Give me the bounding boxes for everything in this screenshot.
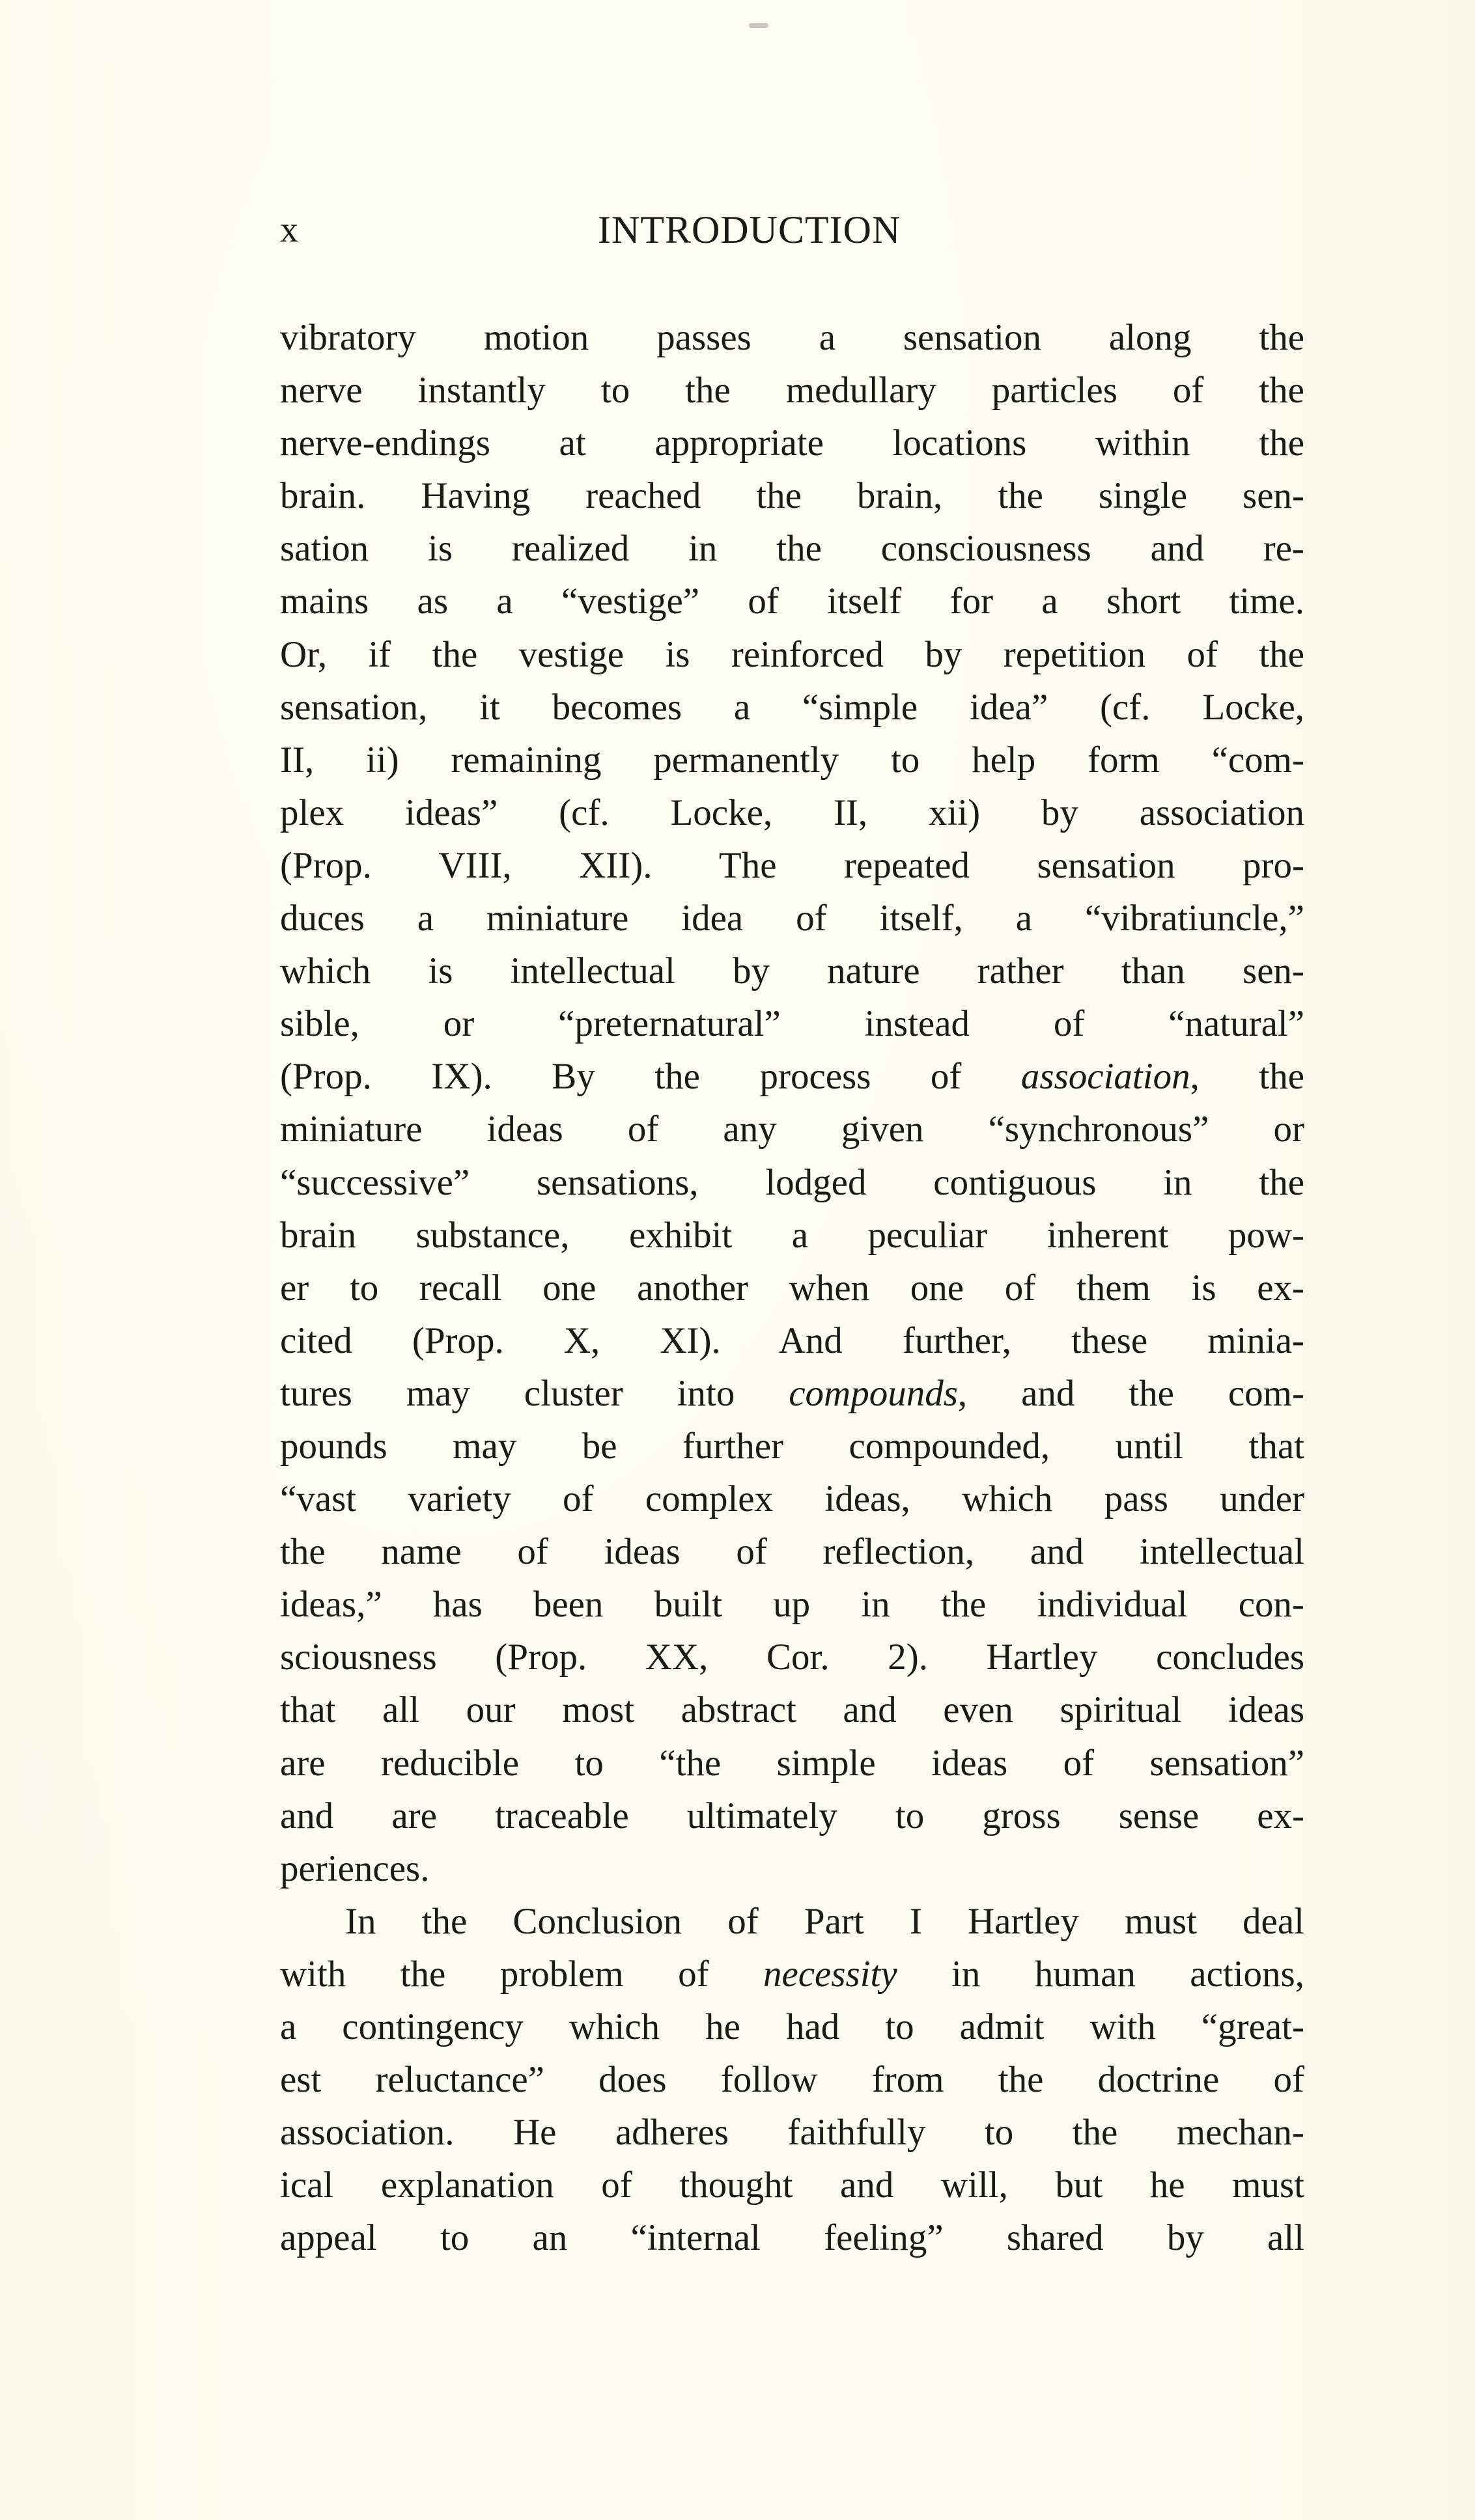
text-line — [280, 469, 1304, 522]
text-line — [280, 1209, 1304, 1262]
text-segment: brain. Having reached the brain, the single sen- — [280, 475, 1304, 517]
text-line — [280, 2211, 1304, 2264]
text-line — [280, 2053, 1304, 2106]
text-line — [280, 1790, 1304, 1842]
text-line — [280, 1578, 1304, 1631]
text-line — [280, 945, 1304, 997]
text-segment: ideas,” has been built up in the individual con- — [280, 1584, 1304, 1626]
text-segment: association. He adheres faithfully to the mechan- — [280, 2112, 1304, 2153]
text-segment: a contingency which he had to admit with “great- — [280, 2006, 1304, 2047]
text-line — [280, 997, 1304, 1050]
text-line — [280, 311, 1304, 364]
text-segment: Or, if the vestige is reinforced by repetition of the — [280, 633, 1304, 675]
text-line — [280, 522, 1304, 575]
italic-term: compounds — [789, 1372, 958, 1414]
text-segment: “vast variety of complex ideas, which pass under — [280, 1478, 1304, 1520]
text-line — [280, 1420, 1304, 1473]
text-segment: “successive” sensations, lodged contiguous in the — [280, 1161, 1304, 1203]
paragraph — [280, 311, 1304, 1895]
text-segment: ical explanation of thought and will, but he must — [280, 2165, 1304, 2206]
running-head-title: INTRODUCTION — [598, 208, 901, 251]
text-segment: II, ii) remaining permanently to help form “com- — [280, 739, 1304, 781]
text-line — [280, 1262, 1304, 1314]
italic-term: association — [1020, 1056, 1190, 1098]
text-segment: pounds may be further compounded, until that — [280, 1425, 1304, 1467]
text-line — [280, 417, 1304, 469]
body-text — [280, 311, 1304, 2264]
text-segment: tures may cluster into — [280, 1372, 789, 1414]
text-segment: (Prop. IX). By the process of — [280, 1056, 1021, 1098]
text-line — [280, 681, 1304, 734]
text-line — [280, 1473, 1304, 1525]
italic-term: necessity — [763, 1953, 897, 1995]
text-segment: In the Conclusion of Part I Hartley must deal — [345, 1900, 1304, 1942]
text-segment: (Prop. VIII, XII). The repeated sensation pro- — [280, 844, 1304, 886]
text-line — [280, 628, 1304, 681]
paper-blemish — [749, 23, 768, 28]
text-line — [280, 839, 1304, 892]
text-line — [280, 1314, 1304, 1367]
text-segment: cited (Prop. X, XI). And further, these minia- — [280, 1320, 1304, 1361]
text-segment: er to recall one another when one of them is ex- — [280, 1267, 1304, 1308]
text-line — [280, 575, 1304, 628]
text-line — [280, 364, 1304, 417]
paragraph — [280, 1895, 1304, 2265]
text-line — [280, 1525, 1304, 1578]
text-segment: plex ideas” (cf. Locke, II, xii) by association — [280, 792, 1304, 833]
text-line — [280, 1737, 1304, 1790]
text-line — [280, 786, 1304, 839]
text-segment: nerve-endings at appropriate locations within the — [280, 422, 1304, 464]
text-line — [280, 734, 1304, 786]
text-line — [280, 892, 1304, 945]
text-segment: brain substance, exhibit a peculiar inherent pow- — [280, 1214, 1304, 1256]
text-segment: nerve instantly to the medullary particles of the — [280, 370, 1304, 411]
text-line — [280, 1683, 1304, 1736]
text-segment: which is intellectual by nature rather than sen- — [280, 950, 1304, 992]
text-segment: with the problem of — [280, 1953, 763, 1995]
text-segment: in human actions, — [897, 1953, 1304, 1995]
text-segment: appeal to an “internal feeling” shared by all — [280, 2217, 1304, 2259]
text-line — [280, 1842, 1304, 1895]
text-segment: the name of ideas of reflection, and intellectual — [280, 1531, 1304, 1573]
text-segment: sation is realized in the consciousness and re- — [280, 528, 1304, 570]
text-segment: mains as a “vestige” of itself for a short time. — [280, 581, 1304, 622]
text-segment: periences. — [280, 1848, 430, 1889]
text-line — [280, 1948, 1304, 2001]
page-number: x — [280, 210, 298, 250]
text-segment: est reluctance” does follow from the doctrine of — [280, 2059, 1304, 2101]
text-segment: are reducible to “the simple ideas of sensation” — [280, 1742, 1304, 1784]
text-segment: duces a miniature idea of itself, a “vibratiuncle,” — [280, 898, 1304, 939]
text-segment: sible, or “preternatural” instead of “natural” — [280, 1003, 1304, 1045]
text-line — [280, 1631, 1304, 1683]
text-line — [280, 2106, 1304, 2159]
text-segment: , the — [1190, 1056, 1305, 1098]
text-segment: , and the com- — [957, 1372, 1304, 1414]
text-line — [280, 1156, 1304, 1209]
text-line — [280, 2001, 1304, 2053]
text-segment: sensation, it becomes a “simple idea” (cf. Locke, — [280, 686, 1304, 728]
text-segment: vibratory motion passes a sensation along the — [280, 317, 1304, 358]
text-segment: and are traceable ultimately to gross sense ex- — [280, 1795, 1304, 1836]
text-line — [280, 2159, 1304, 2211]
text-line — [280, 1050, 1304, 1103]
text-line — [280, 1367, 1304, 1420]
text-line — [280, 1103, 1304, 1156]
text-segment: sciousness (Prop. XX, Cor. 2). Hartley concludes — [280, 1637, 1304, 1678]
text-segment: that all our most abstract and even spiritual ideas — [280, 1689, 1304, 1731]
running-head — [280, 207, 1304, 253]
text-line — [280, 1895, 1304, 1948]
text-segment: miniature ideas of any given “synchronous” or — [280, 1109, 1304, 1150]
